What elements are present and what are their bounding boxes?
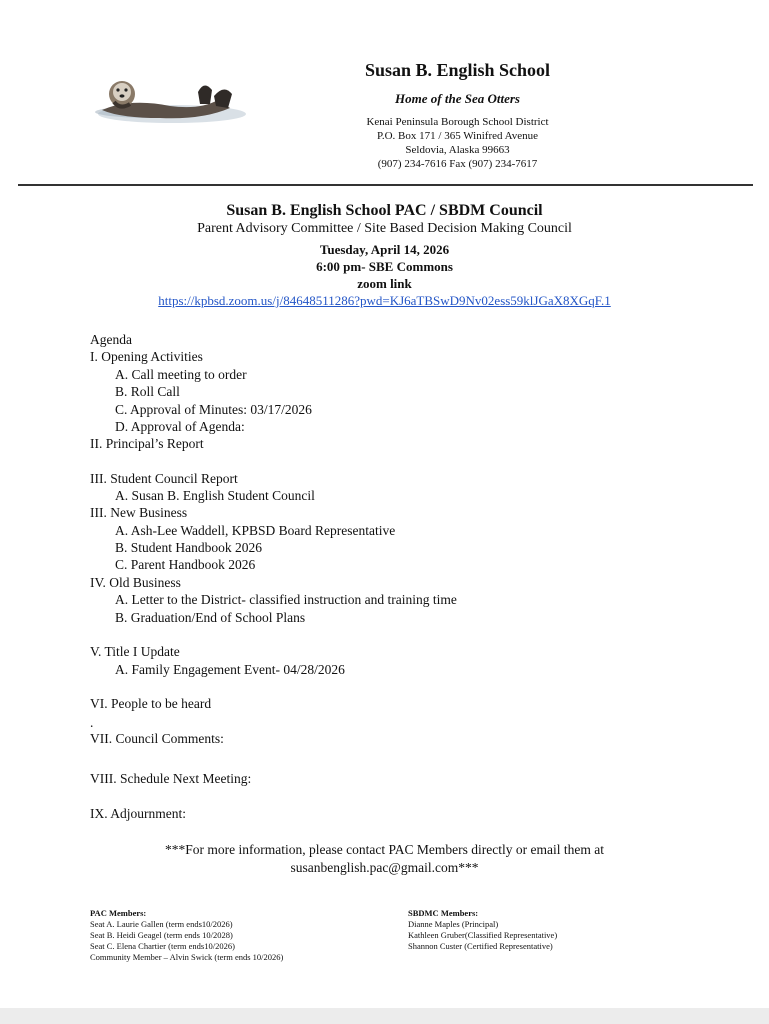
agenda-item: B. Roll Call — [115, 384, 180, 399]
agenda-section: IX. Adjournment: — [90, 806, 186, 821]
pac-members-heading: PAC Members: — [90, 908, 147, 918]
sbdmc-members-heading: SBDMC Members: — [408, 908, 479, 918]
agenda-item: B. Graduation/End of School Plans — [115, 610, 306, 625]
agenda-item: A. Ash-Lee Waddell, KPBSD Board Representative — [115, 523, 396, 538]
school-motto: Home of the Sea Otters — [395, 91, 520, 106]
contact-email: susanbenglish.pac@gmail.com*** — [290, 860, 479, 875]
council-title: Susan B. English School PAC / SBDM Council — [226, 202, 543, 219]
member-row: Shannon Custer (Certified Representative) — [408, 941, 553, 951]
agenda-section: VI. People to be heard — [90, 696, 212, 711]
page-bottom-edge — [0, 1008, 769, 1024]
agenda-section: III. New Business — [90, 505, 188, 520]
agenda-section: VII. Council Comments: — [90, 731, 224, 746]
agenda-section: VIII. Schedule Next Meeting: — [90, 771, 252, 786]
agenda-item: A. Susan B. English Student Council — [115, 488, 315, 503]
school-name: Susan B. English School — [364, 60, 551, 80]
sbdmc-members — [408, 908, 557, 952]
agenda-item: B. Student Handbook 2026 — [115, 540, 262, 555]
meeting-time-place: 6:00 pm- SBE Commons — [316, 259, 453, 274]
meeting-heading — [0, 202, 769, 310]
agenda-section: III. Student Council Report — [90, 471, 238, 486]
agenda-item: C. Parent Handbook 2026 — [115, 557, 256, 572]
phone-fax: (907) 234-7616 Fax (907) 234-7617 — [377, 158, 538, 170]
member-row: Seat B. Heidi Geagel (term ends 10/2028) — [90, 930, 233, 940]
district-name: Kenai Peninsula Borough School District — [366, 116, 549, 128]
member-row: Seat A. Laurie Gallen (term ends10/2026) — [90, 919, 233, 929]
zoom-label: zoom link — [357, 276, 412, 291]
agenda-item: A. Letter to the District- classified instruction and training time — [115, 592, 457, 607]
member-row: Community Member – Alvin Swick (term ends 10/2026) — [90, 952, 284, 962]
pac-members — [90, 908, 283, 963]
city-state-zip: Seldovia, Alaska 99663 — [405, 144, 510, 156]
agenda-item: A. Family Engagement Event- 04/28/2026 — [115, 662, 345, 677]
member-row: Kathleen Gruber(Classified Representative) — [408, 930, 558, 940]
council-subtitle: Parent Advisory Committee / Site Based Decision Making Council — [197, 221, 572, 236]
school-header — [300, 60, 615, 171]
mailing-address: P.O. Box 171 / 365 Winifred Avenue — [376, 130, 539, 142]
agenda-section: V. Title I Update — [90, 644, 180, 659]
agenda-heading: Agenda — [90, 332, 132, 347]
zoom-link[interactable]: https://kpbsd.zoom.us/j/84648511286?pwd=KJ6aTBSwD9Nv02ess59klJGaX8XGqF.1 — [158, 293, 611, 308]
agenda-stray-mark: . — [90, 715, 94, 730]
member-row: Seat C. Elena Chartier (term ends10/2026) — [90, 941, 235, 951]
agenda-section: II. Principal’s Report — [90, 436, 204, 451]
agenda-item: D. Approval of Agenda: — [115, 419, 245, 434]
contact-line: ***For more information, please contact PAC Members directly or email them at — [165, 842, 604, 857]
header-divider — [18, 184, 753, 186]
agenda-item: A. Call meeting to order — [115, 367, 247, 382]
agenda-section: I. Opening Activities — [90, 349, 203, 364]
meeting-date: Tuesday, April 14, 2026 — [319, 242, 450, 257]
agenda-section: IV. Old Business — [90, 575, 181, 590]
sea-otter-logo — [90, 70, 250, 130]
contact-note — [0, 841, 769, 877]
member-row: Dianne Maples (Principal) — [408, 919, 499, 929]
agenda-item: C. Approval of Minutes: 03/17/2026 — [115, 402, 312, 417]
